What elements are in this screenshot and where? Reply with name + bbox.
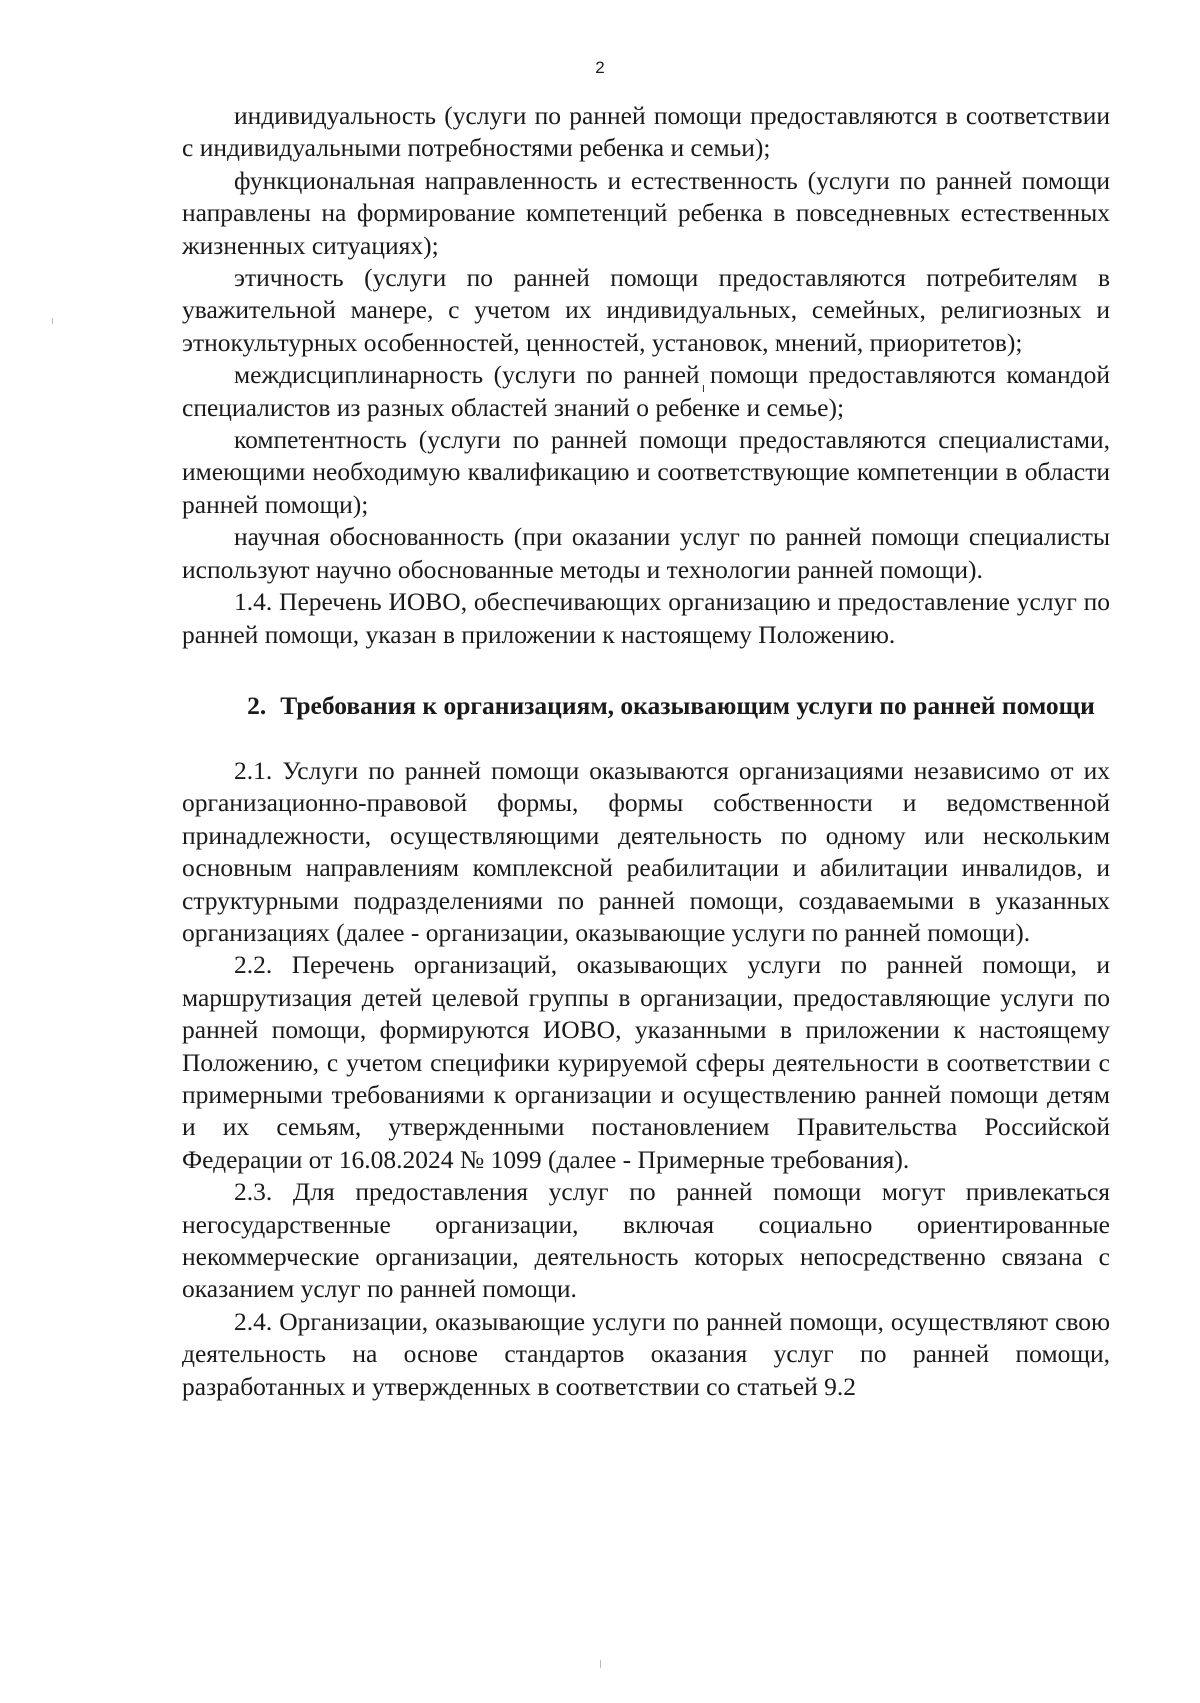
page-number: 2: [595, 58, 605, 77]
paragraph: 2.3. Для предоставления услуг по ранней помощи могут привлекаться негосударственные организации, включая социально ориентированные некоммерческие организации, деятельность которых непосредственно связана с оказанием услуг по ранней помощи.: [182, 1177, 1110, 1304]
section-number: 2.: [247, 690, 267, 720]
scan-speck: [600, 1660, 601, 1668]
paragraph: функциональная направленность и естественность (услуги по ранней помощи направлены на формирование компетенций ребенка в повседневных естественных жизненных ситуациях);: [182, 165, 1110, 260]
document-body: [182, 100, 1110, 1403]
paragraph: компетентность (услуги по ранней помощи предоставляются специалистами, имеющими необходимую квалификацию и соответствующие компетенции в области ранней помощи);: [182, 425, 1110, 519]
paragraph: научная обоснованность (при оказании услуг по ранней помощи специалисты используют научно обоснованные методы и технологии ранней помощи).: [182, 522, 1110, 584]
paragraph: этичность (услуги по ранней помощи предоставляются потребителям в уважительной манере, с учетом их индивидуальных, семейных, религиозных и этнокультурных особенностей, ценностей, установок, мнений, приоритетов);: [182, 263, 1110, 357]
paragraph: индивидуальность (услуги по ранней помощи предоставляются в соответствии с индивидуальными потребностями ребенка и семьи);: [182, 101, 1110, 163]
paragraph: междисциплинарность (услуги по ранней помощи предоставляются командой специалистов из разных областей знаний о ребенке и семье);: [182, 360, 1110, 422]
paragraph: 2.4. Организации, оказывающие услуги по ранней помощи, осуществляют свою деятельность на основе стандартов оказания услуг по ранней помощи, разработанных и утвержденных в соответствии со статьей 9.2: [182, 1306, 1110, 1401]
section-title: Требования к организациям, оказывающим услуги по ранней помощи: [280, 690, 1095, 720]
paragraph: 1.4. Перечень ИОВО, обеспечивающих организацию и предоставление услуг по ранней помощи, указан в приложении к настоящему Положению.: [182, 587, 1110, 649]
paragraph: 2.2. Перечень организаций, оказывающих услуги по ранней помощи, и маршрутизация детей целевой группы в организации, предоставляющие услуги по ранней помощи, формируются ИОВО, указанными в приложении к настоящему Положению, с учетом специфики курируемой сферы деятельности в соответствии с примерными требованиями к организации и осуществлению ранней помощи детям и их семьям, утвержденными постановлением Правительства Российской Федерации от 16.08.2024 № 1099 (далее - Примерные требования).: [182, 950, 1110, 1174]
scan-speck: [52, 318, 53, 324]
section-heading: [182, 687, 1110, 725]
paragraph: 2.1. Услуги по ранней помощи оказываются организациями независимо от их организационно-правовой формы, формы собственности и ведомственной принадлежности, осуществляющими деятельность по одному или нескольким основным направлениям комплексной реабилитации и абилитации инвалидов, и структурными подразделениями по ранней помощи, создаваемыми в указанных организациях (далее - организации, оказывающие услуги по ранней помощи).: [182, 755, 1110, 947]
